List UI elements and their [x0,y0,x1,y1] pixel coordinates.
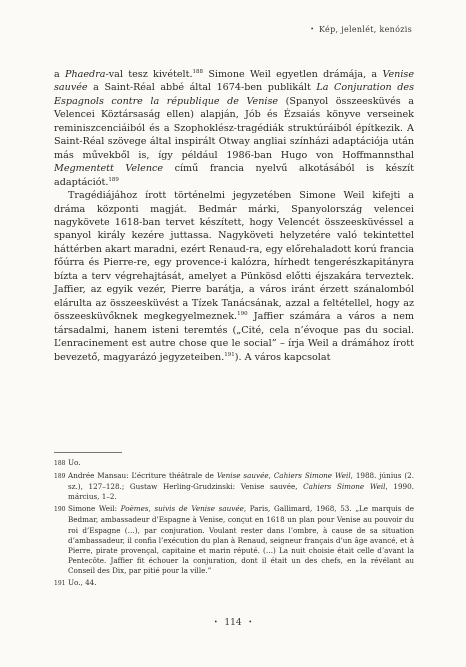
text-run: Uo., 44. [68,578,97,588]
text-run: -val tesz kivételt. [105,69,193,80]
footnote [54,578,414,589]
text-run: , 1988. június (2. sz.), 127–128.; Gustaw Herling-Grudzinski: Venise sauvée, [68,471,415,492]
italic-text: Venise sauvée [216,471,269,481]
italic-text: Phaedra [65,69,106,80]
footnote-ref: 191 [224,351,235,358]
italic-text: Cahiers Simone Weil [303,482,386,492]
paragraph-1 [54,68,414,189]
footnotes [54,458,414,591]
footnote-ref: 189 [108,176,119,183]
italic-text: Cahiers Simone Weil [273,471,351,481]
italic-text: La Conjuration des Espagnols contre la république de Venise [54,82,414,107]
running-head [308,25,412,34]
text-run: című francia nyelvű alkotásából is készít adaptációt. [54,163,414,188]
text-run: Uo. [68,458,81,467]
paragraph-2 [54,189,414,364]
footnote-number: 188 [54,460,66,467]
footnote-ref: 188 [192,69,204,75]
footnote [54,504,414,576]
text-run: Jaffier számára a város a nem társadalmi, hanem isteni teremtés („Cité, cela n’évoque pas du social. L’enracinement est autre chose que le social” – írja Weil a drámához írott bevezető, magyarázó jegyzeteiben. [54,311,414,363]
page-number [0,618,466,628]
text-run: a Saint-Réal abbé által 1674-ben publikált [87,82,317,94]
italic-text: Megmentett Velence [54,163,164,175]
page-number-value: 114 [224,618,242,628]
text-run: Tragédiájához írott történelmi jegyzetében Simone Weil kifejti a dráma központi magját. Bedmár márki, Spanyolország velencei nagykövete 1618-ban tervet készített, hogy Velencét összeesküvéssel a spanyol király kezére juttassa. Nagyköveti helyzetére való tekintettel háttérben akart maradni, ezért Renaud-ra, egy előrehaladott korú francia főúrra és Pierre-re, egy provence-i kalózra, hírhedt tengerészkapitányra bízta a terv végrehajtását, amelyet a Pünkösd előtti éjszakára terveztek. Jaffier, az egyik vezér, Pierre barátja, a város iránt érzett szánalomból elárulta az összeesküvést a Tízek Tanácsának, azzal a feltétellel, hogy az összeesküvőknek megkegyelmeznek. [54,190,414,323]
running-head-bullet: • [310,26,315,33]
footnote-ref: 190 [237,311,248,318]
folio-bullet-left: • [213,619,218,626]
folio-bullet-right: • [248,619,253,626]
text-run: , [268,471,274,481]
footnote-number: 190 [54,506,66,514]
footnote-number: 191 [54,580,66,588]
italic-text: Venise sauvée [54,69,415,94]
text-run: a [54,69,66,80]
main-text [54,68,414,364]
running-head-title: Kép, jelenlét, kenózis [319,25,412,34]
text-run: , Paris, Gallimard, 1968, 53. „Le marquis de Bedmar, ambassadeur d’Espagne à Venise, conçut en 1618 un plan pour Venise au pouvoir du roi d’Espagne (…), par conjuration. Voulant rester dans l’ombre, à cause de sa situation d’ambassadeur, il confia l’exécution du plan à Renaud, seigneur français d’un âge avancé, et à Pierre, pirate provençal, capitaine et marin réputé. (…) La nuit choisie était celle d’avant la Pentecôte. Jaffier fit échouer la conjuration, dont il était un des chefs, en la révélant au Conseil des Dix, par pitié pour la ville.” [68,504,415,575]
text-run: Simone Weil egyetlen drámája, a [203,69,383,80]
footnote [54,471,414,502]
text-run: Simone Weil: [68,504,121,514]
italic-text: Poèmes, suivis de Venise sauvée [120,504,244,514]
footnote [54,458,414,469]
text-run: ). A város kapcsolat [234,351,331,363]
text-run: (Spanyol összeesküvés a Velencei Köztársaság ellen) alapján, Jób és Ézsaiás könyve verseinek reminiszcenciáiból és a Szophoklész-tragédiák struktúráiból építkezik. A Saint-Réal szövege által inspirált Otway angliai színházi adaptációja után más művekből is, így például 1986-ban Hugo von Hoffmannsthal [54,95,414,161]
footnote-separator [54,452,122,453]
text-run: , 1990. március, 1–2. [68,482,414,502]
footnote-number: 189 [54,473,66,481]
text-run: Andrée Mansau: L’écriture théâtrale de [68,471,217,481]
